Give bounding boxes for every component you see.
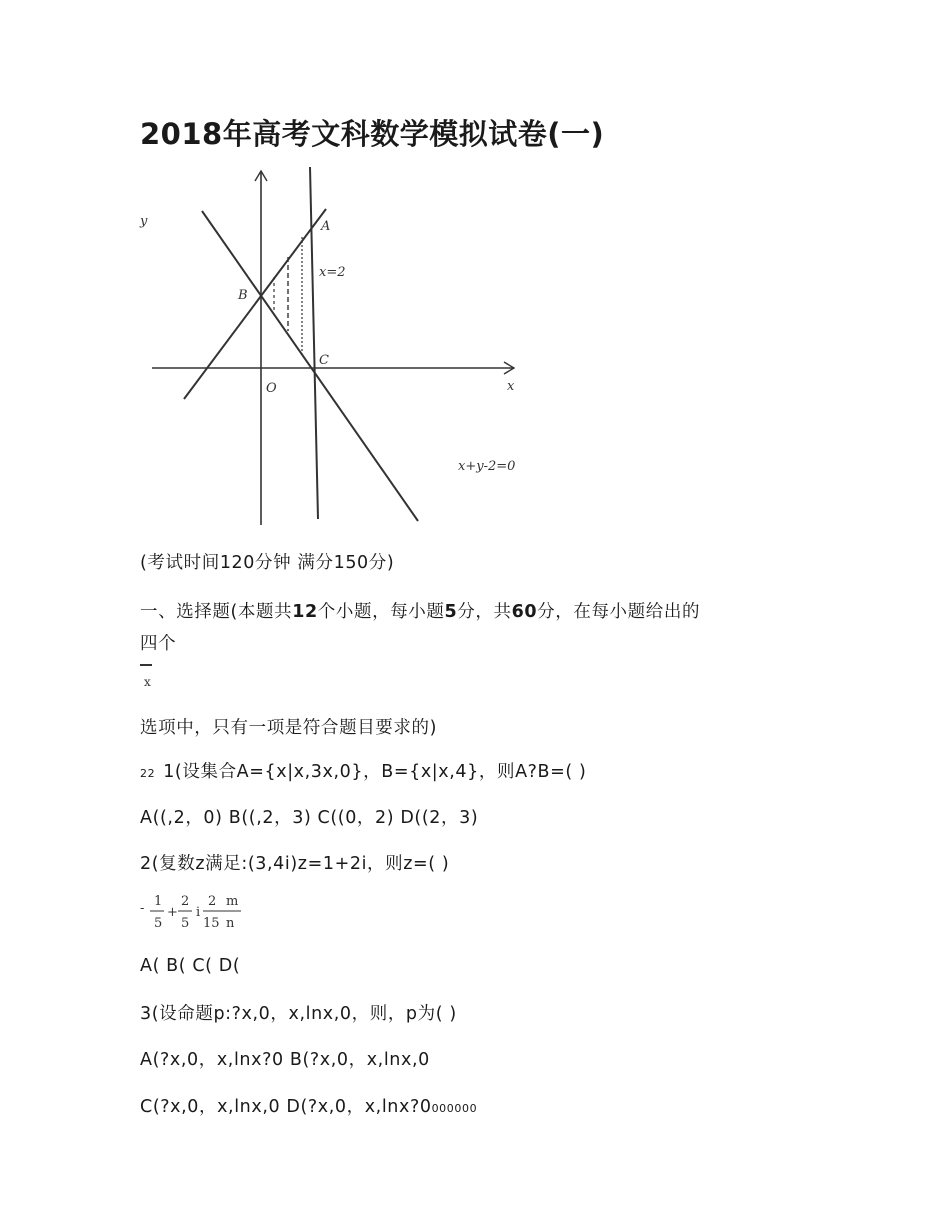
question-3-options-cd: C(?x,0，x,lnx,0 D(?x,0，x,lnx?0000000: [140, 1097, 478, 1117]
svg-text:n: n: [226, 916, 235, 931]
section-intro-line3: 选项中，只有一项是符合题目要求的): [140, 718, 438, 738]
label-x2: x=2: [319, 265, 346, 280]
question-3-options-ab: A(?x,0，x,lnx?0 B(?x,0，x,lnx,0: [140, 1050, 430, 1070]
svg-text:-: -: [140, 901, 145, 916]
svg-text:+: +: [167, 905, 178, 920]
svg-text:i: i: [196, 905, 201, 920]
line-ba: [184, 209, 326, 399]
stray-x: x: [144, 674, 151, 689]
q3-trailing: 000000: [431, 1102, 478, 1115]
exam-info: (考试时间120分钟 满分150分): [140, 553, 395, 573]
svg-text:5: 5: [181, 916, 190, 931]
stray-bar: [140, 664, 152, 666]
stray-mark: [140, 664, 156, 690]
label-b: B: [238, 288, 248, 303]
section-intro-line2: 四个: [140, 634, 177, 654]
label-line-eq: x+y-2=0: [458, 459, 516, 474]
question-1-options: A((,2，0) B((,2，3) C((0，2) D((2，3): [140, 808, 479, 828]
section-intro: 一、选择题(本题共12个小题，每小题5分，共60分，在每小题给出的: [140, 602, 701, 622]
label-y: y: [140, 214, 148, 229]
question-3: 3(设命题p:?x,0，x,lnx,0，则，p为( ): [140, 1004, 457, 1024]
svg-text:1: 1: [154, 894, 163, 909]
coordinate-figure: [138, 165, 520, 527]
page-title: 2018年高考文科数学模拟试卷(一): [140, 117, 605, 151]
question-1: 22 1(设集合A={x|x,3x,0}，B={x|x,4}，则A?B=( ): [140, 762, 587, 782]
svg-text:15: 15: [203, 916, 220, 931]
svg-text:5: 5: [154, 916, 163, 931]
q1-super: 22: [140, 767, 156, 780]
math-fractions: [140, 890, 244, 934]
label-x: x: [507, 379, 515, 394]
line-x-plus-y: [202, 211, 418, 521]
svg-text:2: 2: [181, 894, 190, 909]
question-2: 2(复数z满足:(3,4i)z=1+2i，则z=( ): [140, 854, 450, 874]
label-o: O: [266, 381, 277, 396]
label-a: A: [321, 219, 331, 234]
question-2-options: A( B( C( D(: [140, 956, 241, 976]
label-c: C: [319, 353, 329, 368]
svg-text:2: 2: [208, 894, 217, 909]
svg-text:m: m: [226, 894, 239, 909]
